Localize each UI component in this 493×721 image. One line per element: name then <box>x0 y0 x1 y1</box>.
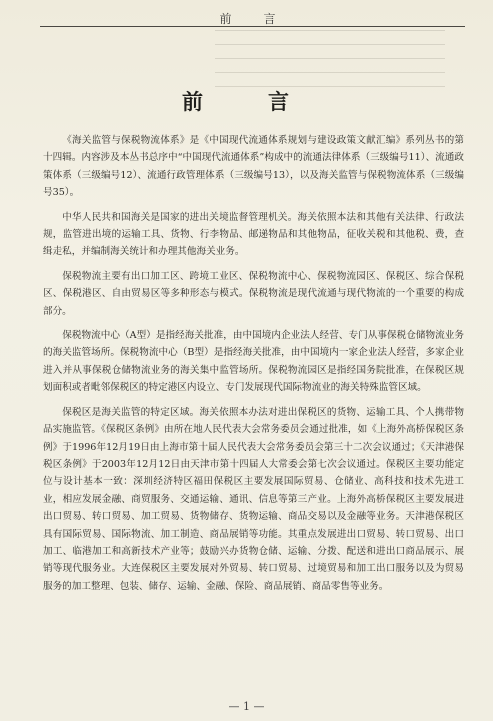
paragraph: 保税物流中心（A型）是指经海关批准，由中国境内企业法人经营、专门从事保税仓储物流业务的海关监管场所。保税物流中心（B型）是指经海关批准，由中国境内一家企业法人经营，多家企业进入并从事保税仓储物流业务的海关集中监管场所。保税物流园区是指经国务院批准，在保税区规划面积或者毗邻保税区的特定港区内设立、专门发展现代国际物流业的海关特殊监管区域。 <box>43 330 464 394</box>
paragraph: 保税物流主要有出口加工区、跨境工业区、保税物流中心、保税物流园区、保税区、综合保税区、保税港区、自由贸易区等多种形态与模式。保税物流是现代流通与现代物流的一个重要的构成部分。 <box>43 270 464 317</box>
running-header <box>40 8 465 27</box>
paragraph: 保税区是海关监管的特定区域。海关依照本办法对进出保税区的货物、运输工具、个人携带物品实施监管。《保税区条例》由所在地人民代表大会常务委员会通过批准，如《上海外高桥保税区条例》于1996年12月19日由上海市第十届人民代表大会常务委员会第三十二次会议通过；《天津港保税区条例》于2003年12月12日由天津市第十四届人大常委会第七次会议通过。保税区主要功能定位与设计基本一致：深圳经济特区福田保税区主要发展国际贸易、仓储业、高科技和技术先进工业，相应发展金融、商贸服务、交通运输、通讯、信息等第三产业。上海外高桥保税区主要发展进出口贸易、转口贸易、加工贸易、货物储存、货物运输、商品交易以及金融等业务。天津港保税区具有国际贸易、国际物流、加工制造、商品展销等功能。其重点发展进出口贸易、转口贸易、出口加工、临港加工和高新技术产业等；鼓励兴办货物仓储、运输、分拨、配送和进出口商品展示、展销等现代服务业。大连保税区主要发展对外贸易、转口贸易、过境贸易和加工出口服务以及为贸易服务的加工整理、包装、储存、运输、金融、保险、商品展销、商品零售等业务。 <box>43 406 464 592</box>
paragraph: 《海关监管与保税物流体系》是《中国现代流通体系规划与建设政策文献汇编》系列丛书的第十四辑。内容涉及本丛书总序中“中国现代流通体系”构成中的流通法律体系（三级编号11）、流通政策体系（三级编号12）、流通行政管理体系（三级编号13），以及海关监管与保税物流体系（三级编号35）。 <box>43 135 464 199</box>
body-text <box>43 132 464 602</box>
page-number: — 1 — <box>228 700 265 713</box>
paragraph: 中华人民共和国海关是国家的进出关境监督管理机关。海关依照本法和其他有关法律、行政法规，监管进出境的运输工具、货物、行李物品、邮递物品和其他物品，征收关税和其他税、费，查缉走私，并编制海关统计和办理其他海关业务。 <box>43 211 464 258</box>
running-header-title: 前 言 <box>219 12 286 26</box>
page-title: 前 言 <box>182 89 311 114</box>
